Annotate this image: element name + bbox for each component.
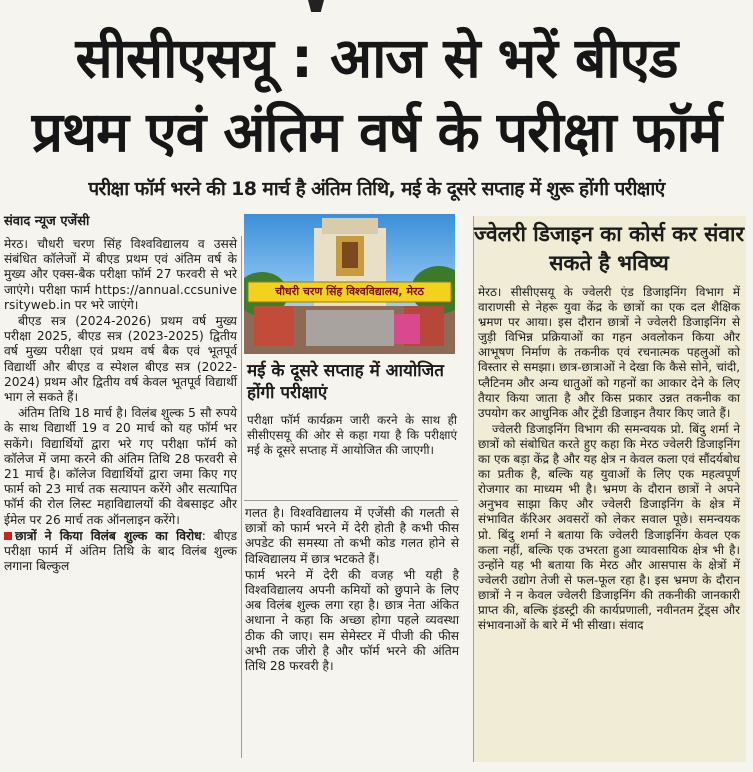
headline-line-2: प्रथम एवं अंतिम वर्ष के परीक्षा फॉर्म bbox=[31, 100, 722, 164]
column-divider bbox=[241, 236, 242, 758]
subheadline: परीक्षा फॉर्म भरने की 18 मार्च है अंतिम तिथि, मई के दूसरे सप्ताह में शुरू होंगी परीक्षाएं bbox=[88, 178, 665, 200]
box-bottom-rule bbox=[244, 500, 458, 501]
paragraph: अंतिम तिथि 18 मार्च है। विलंब शुल्क 5 सौ रुपये के साथ विद्यार्थी 19 व 20 मार्च को यह फॉर्म भर सकेंगे। विद्यार्थियों द्वारा भरे गए परीक्षा फॉर्म को कॉलेज में जमा करने की अंतिम तिथि 28 फरवरी से 21 मार्च है। कॉलेज विद्यार्थियों द्वारा जमा किए गए फार्म को 23 मार्च तक सत्यापन करेंगे और सत्यापित फॉर्म की रोल लिस्ट महाविद्यालयों की वेबसाइट और ईमेल पर 26 मार्च तक ऑनलाइन करेंगे। bbox=[4, 406, 237, 527]
inline-heading: छात्रों ने किया विलंब शुल्क का विरोध bbox=[15, 528, 202, 543]
main-story-column-2 bbox=[245, 506, 459, 675]
headline-line-1: सीसीएसयू : आज से भरें बीएड bbox=[75, 26, 678, 90]
paragraph-with-heading bbox=[4, 529, 237, 575]
university-gate-photo bbox=[244, 214, 455, 354]
box-text bbox=[247, 413, 457, 459]
paragraph: गलत है। विश्वविद्यालय में एजेंसी की गलती से छात्रों को फार्म भरने में देरी होती है कभी फीस अपडेट की समस्या तो कभी कोड गलत होने से विश्विद्यालय में छात्र भटकते हैं। bbox=[245, 506, 459, 566]
gate-sign-text: चौधरी चरण सिंह विश्वविद्यालय, मेरठ bbox=[275, 285, 424, 298]
paragraph: फार्म भरने में देरी की वजह भी यही है विश्वविद्यालय अपनी कमियों को छुपाने के लिए अब विलंब शुल्क लगा रहा है। छात्र नेता अंकित अधाना ने कहा कि अच्छा होगा पहले व्यवस्था ठीक की जाए। सम सेमेस्टर में पीजी की फीस अभी तक जीरो है और फॉर्म भरने की अंतिम तिथि 28 फरवरी है। bbox=[245, 567, 459, 674]
byline: संवाद न्यूज एजेंसी bbox=[4, 214, 90, 229]
bullet-square-icon bbox=[4, 532, 12, 540]
masthead-fragment bbox=[308, 0, 324, 12]
paragraph: मेरठ। सीसीएसयू के ज्वेलरी एंड डिजाइनिंग विभाग में वाराणसी से नेहरू युवा केंद्र के छात्रों का एक दल शैक्षिक भ्रमण पर आया। इस दौरान छात्रों ने ज्वेलरी डिजाइनिंग से जुड़ी विभिन्न प्रक्रियाओं का गहन अवलोकन किया और आभूषण निर्माण के तकनीक एवं रचनात्मक पहलुओं को विस्तार से समझा। छात्र-छात्राओं ने देखा कि कैसे सोने, चांदी, प्लैटिनम और अन्य धातुओं को गहनों का आकार देने के लिए तैयार किया जाता है और किस प्रकार उन्नत तकनीक का उपयोग कर आधुनिक और ट्रेंडी डिजाइन तैयार किए जाते हैं। bbox=[478, 285, 740, 420]
paragraph: बीएड सत्र (2024-2026) प्रथम वर्ष मुख्य परीक्षा 2025, बीएड सत्र (2023-2025) द्वितीय वर्ष मुख्य परीक्षा एवं प्रथम वर्ष बैक एवं भूतपूर्व विद्यार्थी और बीएड व स्पेशल बीएड सत्र (2022-2024) प्रथम और द्वितीय वर्ष केवल भूतपूर्व विद्यार्थी भाग ले सकते हैं। bbox=[4, 314, 237, 405]
next-story-fragment bbox=[0, 760, 753, 772]
sidebar-story-text bbox=[478, 285, 740, 634]
paragraph: मेरठ। चौधरी चरण सिंह विश्वविद्यालय व उससे संबंधित कॉलेजों में बीएड प्रथम एवं अंतिम वर्ष के मुख्य और एक्स-बैक परीक्षा फॉर्म 27 फरवरी से भरे जाएंगे। परीक्षा फार्म https://annual.ccsuniversityweb.in पर भरे जाएंगे। bbox=[4, 237, 237, 312]
box-title: मई के दूसरे सप्ताह में आयोजित होंगी परीक्षाएं bbox=[247, 361, 444, 403]
sidebar-title: ज्वेलरी डिजाइन का कोर्स कर संवार सकते है भविष्य bbox=[473, 222, 745, 275]
inline-text: : बीएड परीक्षा फार्म में अंतिम तिथि के बाद विलंब शुल्क लगाना बिल्कुल bbox=[4, 528, 238, 574]
paragraph: ज्वेलरी डिजाइनिंग विभाग की समन्वयक प्रो. बिंदु शर्मा ने छात्रों को संबोधित करते हुए कहा कि मेरठ ज्वेलरी डिजाइनिंग का एक बड़ा केंद्र है और यह क्षेत्र न केवल कला एवं सौंदर्यबोध का प्रतीक है, बल्कि यह युवाओं के लिए एक महत्वपूर्ण रोजगार का माध्यम भी है। भ्रमण के दौरान छात्रों ने अपने अनुभव साझा किए और ज्वेलरी डिजाइनिंग के क्षेत्र में संभावित कॅरिअर अवसरों को लेकर सवाल पूछे। समन्वयक प्रो. बिंदु शर्मा ने बताया कि ज्वेलरी डिजाइनिंग केवल एक कला नहीं, बल्कि एक उभरता हुआ व्यावसायिक क्षेत्र भी है। उन्होंने यह भी बताया कि मेरठ और आसपास के क्षेत्रों में ज्वेलरी उद्योग तेजी से फल-फूल रहा है। इस भ्रमण के दौरान छात्रों ने न केवल ज्वेलरी डिजाइनिंग की तकनीकी जानकारी प्राप्त की, बल्कि इंडस्ट्री की कार्यप्रणाली, नवीनतम ट्रेंड्स और संभावनाओं के बारे में भी सीखा। संवाद bbox=[478, 421, 740, 633]
paragraph: परीक्षा फॉर्म कार्यक्रम जारी करने के साथ ही सीसीएसयू की ओर से कहा गया है कि परीक्षाएं मई के दूसरे सप्ताह में आयोजित की जाएगी। bbox=[247, 413, 457, 457]
main-story-column-1 bbox=[4, 237, 237, 575]
